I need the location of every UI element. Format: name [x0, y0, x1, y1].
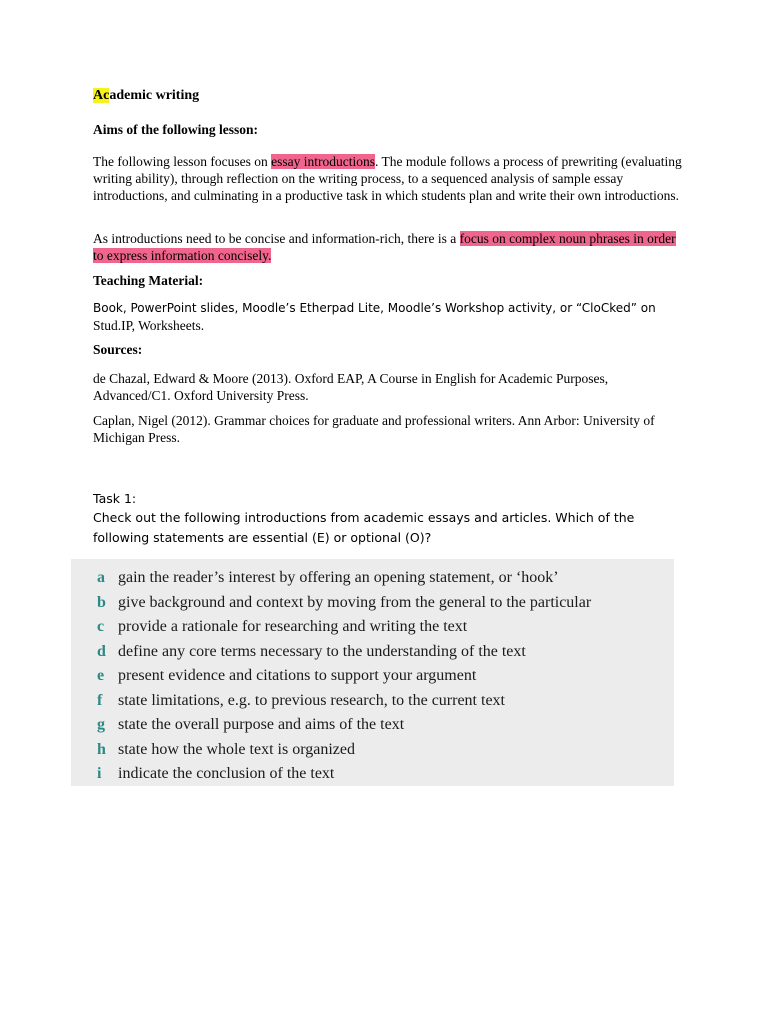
- statement-letter: f: [97, 691, 103, 709]
- statement-list: [97, 566, 591, 787]
- statement-letter: d: [97, 642, 106, 660]
- sources-heading: Sources:: [93, 342, 143, 357]
- statement-text: provide a rationale for researching and writing the text: [118, 618, 468, 636]
- statement-item: [97, 664, 591, 689]
- statement-letter: i: [97, 765, 102, 783]
- statement-letter: g: [97, 716, 105, 734]
- title-rest: ademic writing: [109, 88, 200, 103]
- teaching-material-body: [93, 299, 683, 334]
- statement-text: define any core terms necessary to the understanding of the text: [118, 642, 526, 660]
- statement-item: [97, 566, 591, 591]
- statement-text: present evidence and citations to support your argument: [118, 667, 477, 685]
- statement-item: [97, 738, 591, 763]
- focus-highlight: focus on complex noun phrases in order to express information concisely.: [93, 231, 676, 263]
- statement-text: gain the reader’s interest by offering an opening statement, or ‘hook’: [118, 569, 559, 587]
- statement-text: state the overall purpose and aims of the text: [118, 716, 405, 734]
- statements-box: [71, 559, 674, 786]
- intro-text-end: . The module follows a process of prewriting (evaluating writing ability), through reflection on the writing process, to a sequenced analysis of sample essay introductions, and culminating in a productive task in which students plan and write their own introductions.: [93, 154, 682, 203]
- task-question: Check out the following introductions from academic essays and articles. Which of the following statements are essential (E) or optional (O)?: [93, 510, 635, 545]
- intro-paragraph: [93, 153, 683, 204]
- source-1: de Chazal, Edward & Moore (2013). Oxford EAP, A Course in English for Academic Purposes, Advanced/C1. Oxford University Press.: [93, 371, 609, 403]
- statement-letter: c: [97, 618, 105, 636]
- statement-item: [97, 713, 591, 738]
- statement-letter: e: [97, 667, 105, 685]
- title-highlight: Ac: [93, 88, 110, 103]
- statement-letter: b: [97, 593, 106, 611]
- statement-text: give background and context by moving from the general to the particular: [118, 593, 592, 611]
- task-heading: Task 1:: [93, 491, 137, 506]
- intro-highlight: essay introductions: [271, 154, 375, 169]
- teaching-material-heading: Teaching Material:: [93, 273, 204, 288]
- focus-paragraph: [93, 230, 683, 264]
- source-2: Caplan, Nigel (2012). Grammar choices for graduate and professional writers. Ann Arbor: University of Michigan Press.: [93, 413, 655, 445]
- statement-item: [97, 762, 591, 787]
- statement-item: [97, 615, 591, 640]
- teaching-material-line2: Stud.IP, Worksheets.: [93, 318, 205, 333]
- aims-heading: Aims of the following lesson:: [93, 122, 258, 137]
- document-title: [93, 88, 199, 104]
- statement-item: [97, 640, 591, 665]
- teaching-material-line1: Book, PowerPoint slides, Moodle’s Etherpad Lite, Moodle’s Workshop activity, or “CloCked” on: [93, 301, 656, 315]
- statement-text: state limitations, e.g. to previous research, to the current text: [118, 691, 505, 709]
- focus-text-start: As introductions need to be concise and information-rich, there is a: [93, 231, 460, 246]
- statement-text: indicate the conclusion of the text: [118, 765, 335, 783]
- intro-text-start: The following lesson focuses on: [93, 154, 272, 169]
- statement-letter: a: [97, 569, 105, 587]
- statement-item: [97, 591, 591, 616]
- statement-letter: h: [97, 740, 106, 758]
- statement-text: state how the whole text is organized: [118, 740, 355, 758]
- statement-item: [97, 689, 591, 714]
